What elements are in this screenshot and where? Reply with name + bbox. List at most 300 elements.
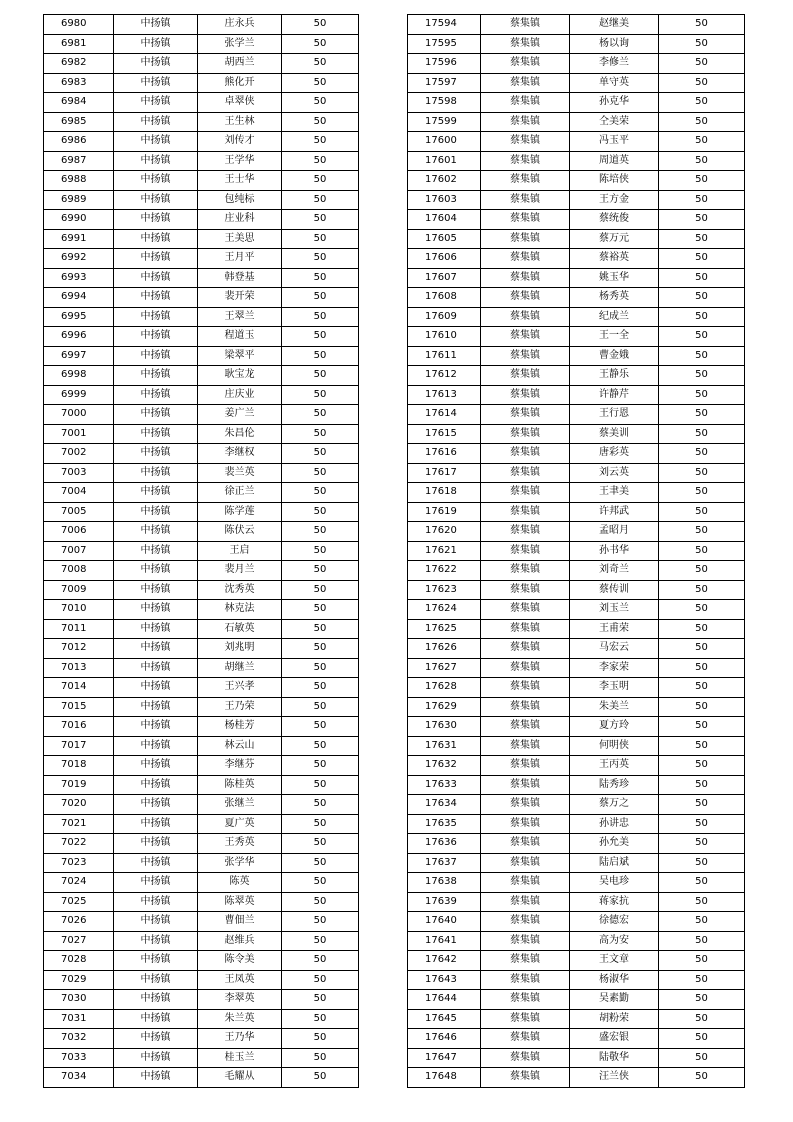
table-row [408,541,745,561]
name-cell: 林云山 [198,736,282,756]
amount-cell: 50 [659,658,745,678]
town-cell: 中扬镇 [114,171,198,191]
town-cell: 中扬镇 [114,54,198,74]
name-cell: 李继权 [198,444,282,464]
town-cell: 蔡集镇 [481,717,570,737]
amount-cell: 50 [282,951,359,971]
amount-cell: 50 [282,990,359,1010]
amount-cell: 50 [282,385,359,405]
row-number-cell: 6987 [44,151,114,171]
amount-cell: 50 [282,912,359,932]
amount-cell: 50 [659,931,745,951]
town-cell: 中扬镇 [114,424,198,444]
row-number-cell: 6982 [44,54,114,74]
town-cell: 中扬镇 [114,970,198,990]
table-row [408,600,745,620]
row-number-cell: 7029 [44,970,114,990]
town-cell: 中扬镇 [114,814,198,834]
row-number-cell: 17639 [408,892,481,912]
name-cell: 蒋家抗 [570,892,659,912]
row-number-cell: 17610 [408,327,481,347]
name-cell: 王兴孝 [198,678,282,698]
table-row [44,268,359,288]
row-number-cell: 7001 [44,424,114,444]
town-cell: 中扬镇 [114,229,198,249]
table-row [44,502,359,522]
table-row [44,853,359,873]
table-row [408,15,745,35]
table-row [408,561,745,581]
town-cell: 蔡集镇 [481,834,570,854]
amount-cell: 50 [282,93,359,113]
town-cell: 蔡集镇 [481,444,570,464]
table-row [408,970,745,990]
row-number-cell: 17615 [408,424,481,444]
left-table [43,14,359,1088]
town-cell: 蔡集镇 [481,385,570,405]
table-row [44,229,359,249]
town-cell: 蔡集镇 [481,151,570,171]
amount-cell: 50 [659,502,745,522]
town-cell: 中扬镇 [114,912,198,932]
town-cell: 中扬镇 [114,190,198,210]
name-cell: 裴月兰 [198,561,282,581]
name-cell: 陈学莲 [198,502,282,522]
name-cell: 刘玉兰 [570,600,659,620]
row-number-cell: 7007 [44,541,114,561]
table-row [408,814,745,834]
amount-cell: 50 [282,366,359,386]
row-number-cell: 6998 [44,366,114,386]
town-cell: 中扬镇 [114,990,198,1010]
row-number-cell: 17611 [408,346,481,366]
right-table [407,14,745,1088]
amount-cell: 50 [282,190,359,210]
table-row [408,132,745,152]
amount-cell: 50 [282,736,359,756]
town-cell: 蔡集镇 [481,658,570,678]
amount-cell: 50 [659,327,745,347]
amount-cell: 50 [282,171,359,191]
name-cell: 陈英 [198,873,282,893]
table-row [44,307,359,327]
name-cell: 耿宝龙 [198,366,282,386]
amount-cell: 50 [282,327,359,347]
name-cell: 王一全 [570,327,659,347]
name-cell: 王行恩 [570,405,659,425]
table-row [44,112,359,132]
row-number-cell: 6993 [44,268,114,288]
table-row [44,834,359,854]
table-row [408,931,745,951]
table-row [408,366,745,386]
table-row [44,444,359,464]
amount-cell: 50 [282,892,359,912]
town-cell: 中扬镇 [114,853,198,873]
name-cell: 赵维兵 [198,931,282,951]
amount-cell: 50 [282,522,359,542]
name-cell: 孙讲忠 [570,814,659,834]
name-cell: 刘兆明 [198,639,282,659]
amount-cell: 50 [282,73,359,93]
name-cell: 熊化开 [198,73,282,93]
table-row [44,658,359,678]
town-cell: 蔡集镇 [481,1029,570,1049]
amount-cell: 50 [282,249,359,269]
row-number-cell: 17600 [408,132,481,152]
row-number-cell: 7015 [44,697,114,717]
row-number-cell: 6983 [44,73,114,93]
table-row [408,951,745,971]
name-cell: 孙书华 [570,541,659,561]
left-table-body [44,15,359,1088]
table-row [44,931,359,951]
name-cell: 纪成兰 [570,307,659,327]
amount-cell: 50 [659,873,745,893]
amount-cell: 50 [282,424,359,444]
amount-cell: 50 [282,444,359,464]
table-row [44,151,359,171]
table-row [408,1009,745,1029]
town-cell: 蔡集镇 [481,814,570,834]
row-number-cell: 17631 [408,736,481,756]
row-number-cell: 17642 [408,951,481,971]
town-cell: 中扬镇 [114,444,198,464]
table-row [44,171,359,191]
table-row [408,307,745,327]
row-number-cell: 17623 [408,580,481,600]
name-cell: 孟昭月 [570,522,659,542]
row-number-cell: 6997 [44,346,114,366]
table-row [408,990,745,1010]
table-row [408,853,745,873]
table-row [408,444,745,464]
town-cell: 蔡集镇 [481,990,570,1010]
name-cell: 沈秀英 [198,580,282,600]
table-row [44,385,359,405]
row-number-cell: 17630 [408,717,481,737]
town-cell: 蔡集镇 [481,171,570,191]
row-number-cell: 7025 [44,892,114,912]
town-cell: 中扬镇 [114,307,198,327]
name-cell: 张学华 [198,853,282,873]
name-cell: 盛宏银 [570,1029,659,1049]
name-cell: 李翠英 [198,990,282,1010]
table-row [408,171,745,191]
table-row [44,970,359,990]
amount-cell: 50 [659,892,745,912]
name-cell: 裴兰英 [198,463,282,483]
table-row [44,814,359,834]
amount-cell: 50 [282,15,359,35]
row-number-cell: 17618 [408,483,481,503]
row-number-cell: 17595 [408,34,481,54]
name-cell: 夏广英 [198,814,282,834]
row-number-cell: 17617 [408,463,481,483]
row-number-cell: 7013 [44,658,114,678]
amount-cell: 50 [659,34,745,54]
row-number-cell: 17626 [408,639,481,659]
name-cell: 王学华 [198,151,282,171]
name-cell: 王启 [198,541,282,561]
row-number-cell: 17635 [408,814,481,834]
town-cell: 中扬镇 [114,1029,198,1049]
town-cell: 蔡集镇 [481,229,570,249]
row-number-cell: 17609 [408,307,481,327]
amount-cell: 50 [659,483,745,503]
table-row [408,1068,745,1088]
name-cell: 王丙英 [570,756,659,776]
amount-cell: 50 [659,834,745,854]
row-number-cell: 7002 [44,444,114,464]
table-row [408,619,745,639]
row-number-cell: 17633 [408,775,481,795]
name-cell: 庄庆业 [198,385,282,405]
amount-cell: 50 [659,424,745,444]
amount-cell: 50 [659,580,745,600]
table-row [408,580,745,600]
name-cell: 杨以询 [570,34,659,54]
row-number-cell: 17646 [408,1029,481,1049]
name-cell: 何明侠 [570,736,659,756]
name-cell: 王秀英 [198,834,282,854]
amount-cell: 50 [282,463,359,483]
town-cell: 蔡集镇 [481,951,570,971]
town-cell: 蔡集镇 [481,970,570,990]
town-cell: 中扬镇 [114,697,198,717]
table-row [408,93,745,113]
amount-cell: 50 [282,1048,359,1068]
town-cell: 蔡集镇 [481,931,570,951]
row-number-cell: 17607 [408,268,481,288]
name-cell: 陈翠英 [198,892,282,912]
row-number-cell: 17627 [408,658,481,678]
amount-cell: 50 [282,1029,359,1049]
name-cell: 王文章 [570,951,659,971]
table-row [44,405,359,425]
name-cell: 王士华 [198,171,282,191]
row-number-cell: 17602 [408,171,481,191]
row-number-cell: 17640 [408,912,481,932]
name-cell: 王翠兰 [198,307,282,327]
name-cell: 陆启斌 [570,853,659,873]
table-row [44,580,359,600]
amount-cell: 50 [659,541,745,561]
row-number-cell: 7005 [44,502,114,522]
row-number-cell: 7008 [44,561,114,581]
row-number-cell: 17619 [408,502,481,522]
name-cell: 陆秀珍 [570,775,659,795]
town-cell: 蔡集镇 [481,678,570,698]
town-cell: 中扬镇 [114,600,198,620]
name-cell: 王方金 [570,190,659,210]
amount-cell: 50 [282,600,359,620]
name-cell: 蔡美训 [570,424,659,444]
amount-cell: 50 [659,268,745,288]
name-cell: 王乃荣 [198,697,282,717]
town-cell: 中扬镇 [114,210,198,230]
table-row [44,522,359,542]
name-cell: 刘云英 [570,463,659,483]
town-cell: 中扬镇 [114,1068,198,1088]
name-cell: 朱兰英 [198,1009,282,1029]
row-number-cell: 7019 [44,775,114,795]
table-row [408,327,745,347]
row-number-cell: 17632 [408,756,481,776]
table-row [408,249,745,269]
table-row [408,873,745,893]
row-number-cell: 17612 [408,366,481,386]
amount-cell: 50 [282,795,359,815]
town-cell: 蔡集镇 [481,873,570,893]
name-cell: 赵继美 [570,15,659,35]
town-cell: 中扬镇 [114,1009,198,1029]
name-cell: 刘奇兰 [570,561,659,581]
name-cell: 马宏云 [570,639,659,659]
table-row [408,112,745,132]
name-cell: 吴素勤 [570,990,659,1010]
row-number-cell: 7003 [44,463,114,483]
town-cell: 中扬镇 [114,151,198,171]
row-number-cell: 7018 [44,756,114,776]
town-cell: 蔡集镇 [481,132,570,152]
amount-cell: 50 [659,132,745,152]
name-cell: 陈培侠 [570,171,659,191]
town-cell: 蔡集镇 [481,268,570,288]
town-cell: 蔡集镇 [481,561,570,581]
amount-cell: 50 [282,229,359,249]
amount-cell: 50 [282,678,359,698]
row-number-cell: 7024 [44,873,114,893]
row-number-cell: 17613 [408,385,481,405]
name-cell: 张学兰 [198,34,282,54]
town-cell: 中扬镇 [114,405,198,425]
row-number-cell: 7022 [44,834,114,854]
table-row [44,346,359,366]
table-row [44,249,359,269]
amount-cell: 50 [659,15,745,35]
name-cell: 王乃华 [198,1029,282,1049]
table-row [44,775,359,795]
amount-cell: 50 [659,444,745,464]
row-number-cell: 17614 [408,405,481,425]
amount-cell: 50 [659,775,745,795]
row-number-cell: 17647 [408,1048,481,1068]
town-cell: 蔡集镇 [481,54,570,74]
row-number-cell: 7014 [44,678,114,698]
town-cell: 蔡集镇 [481,853,570,873]
row-number-cell: 6981 [44,34,114,54]
name-cell: 许静芹 [570,385,659,405]
town-cell: 蔡集镇 [481,93,570,113]
name-cell: 韩登基 [198,268,282,288]
amount-cell: 50 [659,210,745,230]
amount-cell: 50 [282,210,359,230]
name-cell: 孙允美 [570,834,659,854]
town-cell: 蔡集镇 [481,112,570,132]
town-cell: 中扬镇 [114,346,198,366]
town-cell: 中扬镇 [114,463,198,483]
amount-cell: 50 [659,229,745,249]
row-number-cell: 7031 [44,1009,114,1029]
town-cell: 中扬镇 [114,522,198,542]
amount-cell: 50 [659,288,745,308]
amount-cell: 50 [659,1029,745,1049]
amount-cell: 50 [659,190,745,210]
town-cell: 中扬镇 [114,756,198,776]
amount-cell: 50 [659,73,745,93]
table-row [44,424,359,444]
table-row [44,951,359,971]
row-number-cell: 6985 [44,112,114,132]
name-cell: 毛耀从 [198,1068,282,1088]
amount-cell: 50 [282,268,359,288]
town-cell: 中扬镇 [114,951,198,971]
town-cell: 蔡集镇 [481,366,570,386]
row-number-cell: 17643 [408,970,481,990]
row-number-cell: 17608 [408,288,481,308]
amount-cell: 50 [282,54,359,74]
amount-cell: 50 [282,483,359,503]
table-row [44,795,359,815]
name-cell: 刘传才 [198,132,282,152]
town-cell: 蔡集镇 [481,15,570,35]
town-cell: 蔡集镇 [481,307,570,327]
row-number-cell: 17641 [408,931,481,951]
row-number-cell: 17604 [408,210,481,230]
row-number-cell: 6991 [44,229,114,249]
amount-cell: 50 [282,853,359,873]
name-cell: 曹金娥 [570,346,659,366]
town-cell: 蔡集镇 [481,190,570,210]
town-cell: 中扬镇 [114,678,198,698]
amount-cell: 50 [659,463,745,483]
town-cell: 蔡集镇 [481,346,570,366]
amount-cell: 50 [659,814,745,834]
row-number-cell: 7034 [44,1068,114,1088]
table-row [44,190,359,210]
town-cell: 中扬镇 [114,327,198,347]
town-cell: 中扬镇 [114,639,198,659]
amount-cell: 50 [659,346,745,366]
amount-cell: 50 [659,678,745,698]
table-row [44,619,359,639]
table-row [408,34,745,54]
row-number-cell: 17603 [408,190,481,210]
row-number-cell: 6988 [44,171,114,191]
name-cell: 庄永兵 [198,15,282,35]
town-cell: 中扬镇 [114,1048,198,1068]
town-cell: 中扬镇 [114,483,198,503]
table-row [44,912,359,932]
table-row [408,229,745,249]
amount-cell: 50 [659,697,745,717]
town-cell: 中扬镇 [114,580,198,600]
name-cell: 石敏英 [198,619,282,639]
town-cell: 中扬镇 [114,366,198,386]
table-row [44,541,359,561]
town-cell: 中扬镇 [114,34,198,54]
table-row [408,54,745,74]
town-cell: 蔡集镇 [481,600,570,620]
table-row [408,775,745,795]
amount-cell: 50 [659,151,745,171]
town-cell: 中扬镇 [114,73,198,93]
amount-cell: 50 [282,814,359,834]
town-cell: 中扬镇 [114,717,198,737]
amount-cell: 50 [659,951,745,971]
amount-cell: 50 [282,639,359,659]
